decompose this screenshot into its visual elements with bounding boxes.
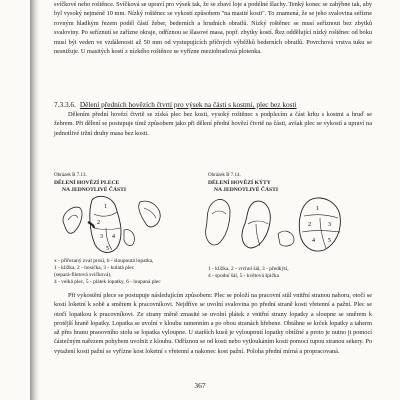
figure-left-legend-line: (separá-filetová svíčková), xyxy=(54,272,112,278)
figure-right-title-line1: DĚLENÍ HOVĚZÍ KÝTY xyxy=(208,180,271,186)
shoulder-cut-diagram xyxy=(54,194,174,256)
round-part-4: 4 xyxy=(312,238,315,244)
page-gutter-shadow xyxy=(30,0,40,400)
shoulder-part-2: 2 xyxy=(97,220,100,226)
round-cut-diagram xyxy=(200,194,360,256)
shoulder-part-3: 3 xyxy=(100,234,103,240)
shoulder-part-4: 4 xyxy=(112,234,115,240)
figure-right-legend xyxy=(208,266,368,280)
figure-left-legend-line: 1 - kližka, 2 - hosička, 3 - kulatá plec xyxy=(54,265,135,271)
figure-right-legend-line: 1 - kližka, 2 - vrchní šál, 3 - předkýtí, xyxy=(208,266,289,272)
figure-left-label: Obrázek B 7.13. xyxy=(54,173,87,178)
figure-right-label: Obrázek B 7.14. xyxy=(208,173,241,178)
round-part-1: 1 xyxy=(316,206,319,212)
figure-left-legend-line: 4 - velká plec, 5 - plátek lopatky, 6 - loupaná plec xyxy=(54,279,161,285)
shoulder-part-5: 5 xyxy=(106,246,109,252)
section-heading xyxy=(54,100,372,109)
shoulder-part-1: 1 xyxy=(104,204,107,210)
figure-left-title-line2: NA JEDNOTLIVÉ ČÁSTI xyxy=(62,187,127,193)
round-part-2: 2 xyxy=(308,222,311,228)
figure-left-legend-line: x - přiřezaný zval prosí, b - sloupnutá lopatka, xyxy=(54,258,154,264)
figure-right-legend-line: 4 - spodní šál, 5 - květová špička xyxy=(208,273,279,279)
figure-left-title-line1: DĚLENÍ HOVĚZÍ PLECE xyxy=(54,180,120,186)
round-part-5: 5 xyxy=(328,238,331,244)
section-title: Dělení předních hovězích čtvrtí pro výsek na části s kostmi, plec bez kosti xyxy=(79,100,297,109)
section-number: 7.3.3.6. xyxy=(54,100,76,109)
round-part-3: 3 xyxy=(328,222,331,228)
figure-right-title-line2: NA JEDNOTLIVÉ ČÁSTI xyxy=(214,187,279,193)
section-paragraph: Dělením přední hovězí čtvrtě se získá plec bez kosti, vysoký roštěnec s podplecím a část krku s kostmi a hruď se žebrem. Při dělení se postupuje tímž způsobem jako při dělení přední hovězí čtvrtě na části, avšak plec se vykostí a upraví na jednotlivé tržní druhy masa bez kosti. xyxy=(54,111,372,137)
page-number: 367 xyxy=(194,381,206,390)
top-paragraph-text: svíčkové nebo roštěnce. Svíčková se upraví pro výsek tak, že se zbaví loje a podélné šlachy. Tenký konec se zahýbne tak, aby byl vysoký nejméně 10 mm. Nízký roštěnec se vykostí způsobem "na masité kosti". To znamená, že se jeho svalovina seříznе rovným hladkým řezem podél částí žeber, bederních a hrudních obratlů. Nízký roštěnec se musí seříznout bez zbytků svaloviny. Po seříznutí se zařízne okraje, odříznou se šlasové masa, popř. zbytky kostí. Řez oddělující nízký roštěnec od boku musí být veden ve vzdálenosti až 50 mm od vystupujících příčných výběžků bederních obratlů. Povrchová vrstva tuku se nesnižuje. U masitých kostí z nízkého roštěnce se vyříznе meziobratlová plotenka. xyxy=(54,1,372,56)
bottom-paragraph: Při vykostění plece se postupuje následujícím způsobem: Plec se položí na pracovní stůl vnitřní stranou nahoru, otočí se kostí loketní k sobě a směrem k pracovníkovi. Nejdříve se uvolní svalovina po přední straně kosti vřetenní a pažní. Plec se otočí lopatkou k pracovníkovi. Ze strany měně zmasité se uvolní plátek z vnitřní strany lopatky a sloupne se směrem k protější hraně lopatky. Lopatka se uvolní v kloubu ramenním a po obou stranách hřebene. Obtáhne se krček lopatky a taherm až přes hranu praoovního stolu se lopatka vyloupne. U starších kusů je vyloupnutí lopatky obtížné a proto je nutno ji pomocí částečným nařezem pohybem uvolnit z kloubu. Odříznou se od kosti nebo vytloukáním kosti pomocí tupou stranou sekery. Po vytažení kosti pažní se vyřízne kost loketní s vřetenní a nakonec kost pažní. Poloha přední mírná a propracovaná. xyxy=(54,292,372,355)
figure-left-legend xyxy=(54,258,214,286)
